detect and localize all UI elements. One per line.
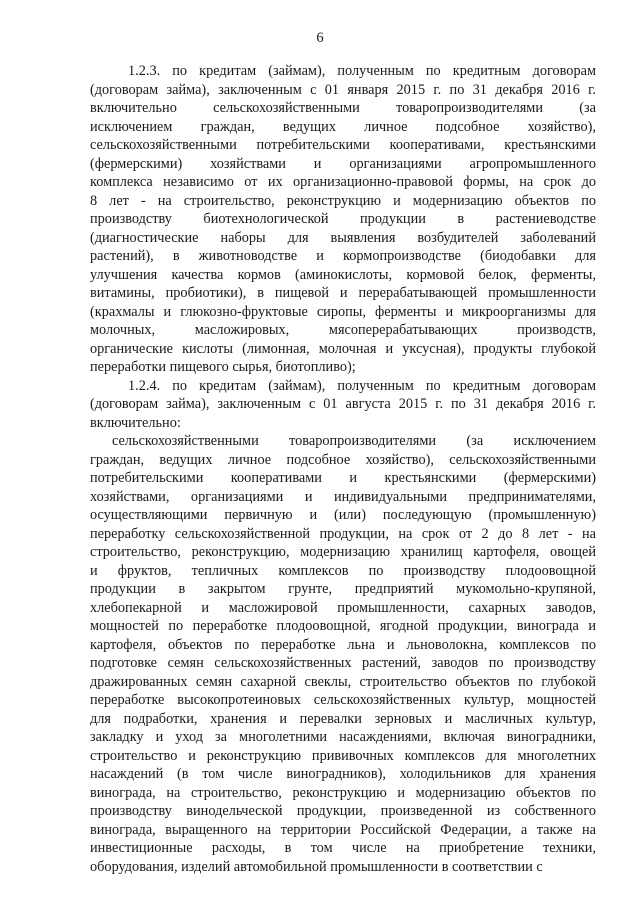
text-line: (фермерскими) хозяйствами и организациями агропромышленного bbox=[90, 155, 596, 172]
text-line: оборудования, изделий автомобильной промышленности в соответствии с bbox=[90, 858, 543, 875]
text-line: 1.2.4. по кредитам (займам), полученным по кредитным договорам bbox=[128, 377, 596, 394]
text-line: строительство и реконструкцию прививочных комплексов для многолетних bbox=[90, 747, 596, 764]
text-line: (договорам займа), заключенным с 01 августа 2015 г. по 31 декабря 2016 г. bbox=[90, 396, 596, 412]
text-line: 8 лет - на строительство, реконструкцию и модернизацию объектов по bbox=[90, 192, 596, 209]
document-body bbox=[90, 62, 596, 876]
text-line: винограда, на строительство, реконструкцию и модернизацию объектов по bbox=[90, 784, 596, 801]
text-line: производству биотехнологической продукции в растениеводстве bbox=[90, 211, 596, 227]
text-line: сельскохозяйственными потребительскими кооперативами, крестьянскими bbox=[90, 137, 596, 153]
text-line: насаждений (в том числе виноградников), холодильников для хранения bbox=[90, 766, 596, 782]
text-line: инвестиционные расходы, в том числе на приобретение техники, bbox=[90, 840, 596, 856]
text-line: комплекса независимо от их организационно-правовой формы, на срок до bbox=[90, 174, 596, 190]
text-line: 1.2.3. по кредитам (займам), полученным по кредитным договорам bbox=[128, 63, 596, 79]
text-line: включительно сельскохозяйственными товаропроизводителями (за bbox=[90, 100, 596, 116]
paragraph-1.2.4 bbox=[90, 377, 596, 433]
text-line: органические кислоты (лимонная, молочная и уксусная), продукты глубокой bbox=[90, 340, 596, 357]
text-line: хлебопекарной и масложировой промышленности, сахарных заводов, bbox=[90, 599, 596, 616]
text-line: подготовке семян сельскохозяйственных растений, заводов по производству bbox=[90, 655, 596, 671]
text-line: растений), в животноводстве и кормопроизводстве (биодобавки для bbox=[90, 248, 596, 264]
page-number: 6 bbox=[316, 30, 324, 46]
text-line: молочных, масложировых, мясоперерабатывающих производств, bbox=[90, 322, 596, 338]
text-line: улучшения качества кормов (аминокислоты, кормовой белок, ферменты, bbox=[90, 266, 596, 283]
text-line: винограда, выращенного на территории Российской Федерации, а также на bbox=[90, 821, 596, 838]
text-line: исключением граждан, ведущих личное подсобное хозяйство), bbox=[90, 118, 596, 135]
text-line: включительно: bbox=[90, 414, 181, 431]
text-line: мощностей по переработке плодоовощной, ягодной продукции, винограда и bbox=[90, 618, 596, 634]
text-line: (крахмалы и глюкозно-фруктовые сиропы, ферменты и микроорганизмы для bbox=[90, 303, 596, 320]
text-line: производству винодельческой продукции, произведенной из собственного bbox=[90, 803, 596, 819]
text-line: закладку и уход за многолетними насаждениями, включая виноградники, bbox=[90, 729, 596, 745]
text-line: потребительскими кооперативами и крестьянскими (фермерскими) bbox=[90, 470, 596, 486]
text-line: и фруктов, тепличных комплексов по производству плодоовощной bbox=[90, 562, 596, 579]
text-line: осуществляющими первичную и (или) последующую (промышленную) bbox=[90, 507, 596, 523]
text-line: строительство, реконструкцию, модернизацию хранилищ картофеля, овощей bbox=[90, 544, 596, 560]
text-line: переработке высокопротеиновых сельскохозяйственных культур, мощностей bbox=[90, 692, 596, 708]
paragraph-1.2.4-sub bbox=[90, 432, 596, 876]
text-line: сельскохозяйственными товаропроизводителями (за исключением bbox=[112, 433, 596, 449]
text-line: хозяйствами, организациями и индивидуальными предпринимателями, bbox=[90, 488, 596, 505]
text-line: для подработки, хранения и перевалки зерновых и масличных культур, bbox=[90, 710, 596, 727]
text-line: (диагностические наборы для выявления возбудителей заболеваний bbox=[90, 229, 596, 246]
paragraph-1.2.3 bbox=[90, 62, 596, 377]
text-line: картофеля, объектов по переработке льна и льноволокна, комплексов по bbox=[90, 636, 596, 653]
text-line: продукции в закрытом грунте, предприятий мукомольно-крупяной, bbox=[90, 581, 596, 597]
text-line: граждан, ведущих личное подсобное хозяйство), сельскохозяйственными bbox=[90, 451, 596, 468]
text-line: переработки пищевого сырья, биотопливо); bbox=[90, 359, 356, 375]
text-line: (договорам займа), заключенным с 01 января 2015 г. по 31 декабря 2016 г. bbox=[90, 81, 596, 98]
text-line: переработку сельскохозяйственной продукции, на срок от 2 до 8 лет - на bbox=[90, 525, 596, 542]
text-line: витамины, пробиотики), в пищевой и перерабатывающей промышленности bbox=[90, 285, 596, 301]
text-line: дражированных семян сахарной свеклы, строительство объектов по глубокой bbox=[90, 673, 596, 690]
